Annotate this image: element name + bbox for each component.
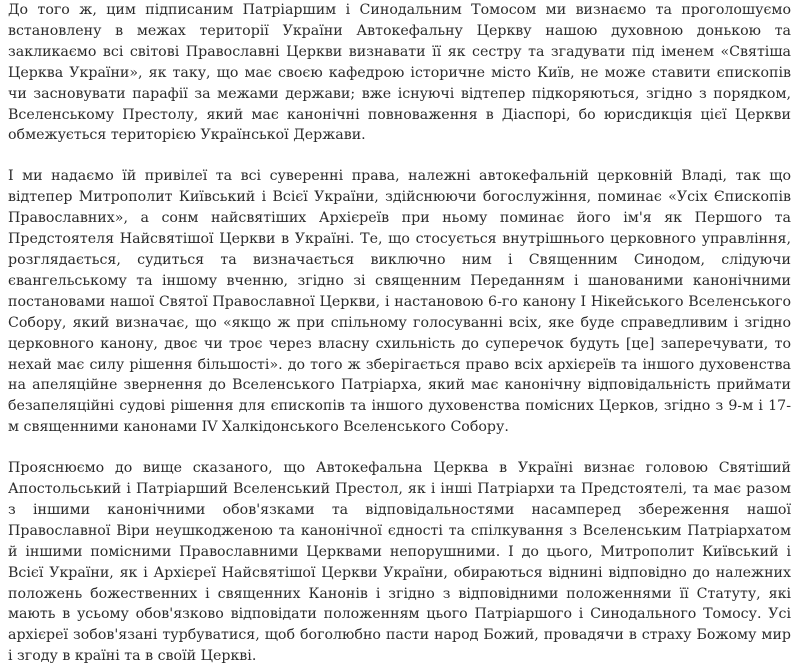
paragraph-ecumenical-throne: Прояснюємо до вище сказаного, що Автокефальна Церква в Україні визнає головою Святіший Апостольський і Патріарший Вселенський Престол, як і інші Патріархи та Предстоятелі, та має разом з іншими канонічними обов'язками та відповідальностями насамперед збереження нашої Православної Віри неушкодженою та канонічної єдності та спілкування з Вселенським Патріархатом й іншими помісними Православними Церквами непорушними. І до цього, Митрополит Київський і Всієї України, як і Архієреї Найсвятішої Церкви України, обираються віднині відповідно до належних положень божественних і священних Канонів і згідно з відповідними положеннями її Статуту, які мають в усьому обов'язково відповідати положенням цього Патріаршого і Синодального Томосу. Усі архієреї зобов'язані турбуватися, щоб боголюбно пасти народ Божий, провадячи в страху Божому мир і згоду в країні та в своїй Церкві. <box>8 460 791 665</box>
paragraph-autocephaly-recognition: До того ж, цим підписаним Патріаршим і Синодальним Томосом ми визнаємо та проголошуємо встановлену в межах території України Автокефальну Церкву нашою духовною донькою та закликаємо всі світові Православні Церкви визнавати її як сестру та згадувати під іменем «Святіша Церква України», як таку, що має своєю кафедрою історичне місто Київ, не може ставити єпископів чи засновувати парафії за межами держави; вже існуючі відтепер підкоряються, згідно з порядком, Вселенському Престолу, який має канонічні повноваження в Діаспорі, бо юрисдикція цієї Церкви обмежується територією Української Держави. <box>8 2 791 144</box>
paragraph-sovereign-rights: І ми надаємо їй привілеї та всі суверенні права, належні автокефальній церковній Владі, так що відтепер Митрополит Київський і Всієї України, здійснюючи богослужіння, поминає «Усіх Єпископів Православних», а сонм найсвятіших Архієреїв при ньому поминає його ім'я як Першого та Предстоятеля Найсвятішої Церкви в Україні. Те, що стосується внутрішнього церковного управління, розглядається, судиться та визначається виключно ним і Священним Синодом, слідуючи євангельському та іншому вченню, згідно зі священним Переданням і шанованими канонічними постановами нашої Святої Православної Церкви, і настановою 6-го канону І Нікейського Вселенського Собору, який визначає, що «якщо ж при спільному голосуванні всіх, яке буде справедливим і згідно церковного канону, двоє чи троє через власну схильність до суперечок будуть [це] заперечувати, то нехай має силу рішення більшості». до того ж зберігається право всіх архієреїв та іншого духовенства на апеляційне звернення до Вселенського Патріарха, який має канонічну відповідальність приймати безапеляційні судові рішення для єпископів та іншого духовенства помісних Церков, згідно з 9-м і 17-м священними канонами IV Халкідонського Вселенського Собору. <box>8 168 791 436</box>
